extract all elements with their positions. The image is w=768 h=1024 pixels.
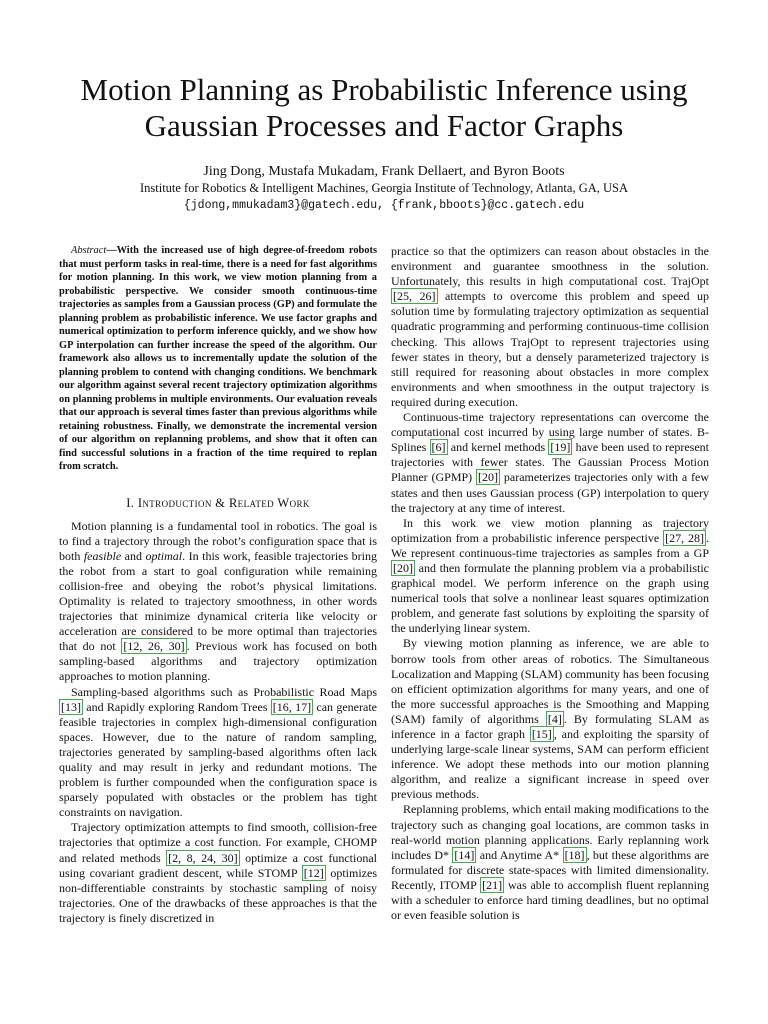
paragraph-text: and then formulate the planning problem via a probabilistic graphical model. We perform inference on the graph using numerical tools that solve a nonlinear least squares optimization problem, and generate fast solutions by exploiting the sparsity of the underlying linear system.	[391, 560, 709, 636]
paragraph	[391, 636, 709, 802]
paragraph-text: Continuous-time trajectory representations can overcome the computational cost incurred by using large number of states. B-Splines	[391, 410, 709, 455]
citation-link[interactable]: [4]	[547, 711, 562, 726]
citation-link[interactable]: [27, 28]	[665, 530, 704, 545]
paragraph-text: can generate feasible trajectories in complex high-dimensional configuration spaces. However, due to the nature of random sampling, trajectories generated by sampling-based algorithms often lack quality and may result in jerky and redundant motions. The problem is further compounded when the configuration space is sparsely populated with obstacles or the problem has tight constraints on navigation.	[59, 699, 377, 820]
paragraph-text: . By formulating SLAM as inference in a factor graph	[391, 711, 709, 741]
paragraph-text: have been used to represent trajectories with fewer states. The Gaussian Process Motion Planner (GPMP)	[391, 440, 710, 485]
paper-title	[40, 72, 728, 144]
affiliation: Institute for Robotics & Intelligent Machines, Georgia Institute of Technology, Atlanta, GA, USA	[139, 181, 629, 195]
paragraph	[391, 410, 709, 516]
citation-link[interactable]: [12]	[303, 865, 324, 880]
paragraph-text: By viewing motion planning as inference, we are able to borrow tools from other areas of robotics. The Simultaneous Localization and Mapping (SLAM) community has been focusing on efficient optimization algorithms for many years, and one of the more successful approaches is the Smoothing and Mapping (SAM) family of algorithms	[391, 636, 709, 726]
citation-link[interactable]: [18]	[564, 847, 585, 862]
paragraph	[391, 244, 709, 410]
email-addresses: {jdong,mmukadam3}@gatech.edu, {frank,bboots}@cc.gatech.edu	[183, 199, 585, 212]
abstract-text: —With the increased use of high degree-of-freedom robots that must perform tasks in real-time, there is a need for fast algorithms for motion planning. In this work, we view motion planning from a probabilistic perspective. We consider smooth continuous-time trajectories as samples from a Gaussian process (GP) and formulate the planning problem as probabilistic inference. We use factor graphs and numerical optimization to perform inference quickly, and we show how GP interpolation can further increase the speed of the algorithm. Our framework also allows us to incrementally update the solution of the planning problem to contend with changing conditions. We benchmark our algorithm against several recent trajectory optimization algorithms on planning problems in multiple environments. Our evaluation reveals that our approach is several times faster than previous algorithms while retaining robustness. Finally, we demonstrate the incremental version of our algorithm on replanning problems, and show that it often can find successful solutions in a fraction of the time required to replan from scratch.	[59, 245, 377, 472]
paragraph-text: parameterizes trajectories only with a few states and then uses Gaussian process (GP) interpolation to query the trajectory at any time of interest.	[391, 470, 709, 515]
citation-link[interactable]: [15]	[531, 727, 552, 741]
paragraph-text: , and exploiting the sparsity of underlying large-scale linear systems, SAM can perform efficient inference. We adopt these methods into our motion planning algorithm, and realize a significant increase in speed over previous methods.	[391, 727, 709, 802]
citation-link[interactable]: [13]	[61, 699, 81, 714]
paragraph	[59, 685, 377, 821]
citation-link[interactable]: [12, 26, 30]	[123, 639, 185, 654]
emphasis-text: feasible	[83, 548, 122, 563]
paragraph-text: , but these algorithms are formulated for discrete state-spaces with limited dimensionality. Recently, ITOMP	[391, 847, 710, 892]
paragraph-text: and Rapidly exploring Random Trees	[83, 699, 271, 714]
paragraph-text: Trajectory optimization attempts to find smooth, collision-free trajectories that optimize a cost function. For example, CHOMP and related methods	[59, 820, 377, 865]
abstract	[59, 244, 377, 474]
paragraph-text: . We represent continuous-time trajectories as samples from a GP	[391, 530, 709, 560]
citation-link[interactable]: [14]	[454, 847, 475, 862]
paragraph-text: Sampling-based algorithms such as Probabilistic Road Maps	[71, 684, 377, 699]
left-column	[59, 244, 377, 926]
paragraph	[391, 516, 709, 637]
author-list: Jing Dong, Mustafa Mukadam, Frank Dellaert, and Byron Boots	[203, 164, 565, 179]
paragraph-text: In this work we view motion planning as trajectory optimization from a probabilistic inference perspective	[391, 515, 709, 545]
citation-link[interactable]: [6]	[431, 440, 446, 455]
citation-link[interactable]: [20]	[393, 560, 413, 575]
paragraph	[391, 802, 709, 923]
citation-link[interactable]: [19]	[550, 440, 571, 455]
title-line-2: Gaussian Processes and Factor Graphs	[144, 108, 624, 143]
citation-link[interactable]: [25, 26]	[393, 289, 436, 304]
right-column	[391, 244, 709, 923]
paragraph-text: . Previous work has focused on both sampling-based algorithms and trajectory optimization approaches to motion planning.	[59, 639, 378, 684]
citation-link[interactable]: [2, 8, 24, 30]	[168, 850, 238, 865]
paragraph-text: and	[121, 548, 146, 563]
abstract-label: Abstract	[71, 245, 107, 256]
paragraph-text: optimize a cost functional using covariant gradient descent, while STOMP	[59, 850, 377, 880]
citation-link[interactable]: [21]	[482, 877, 503, 892]
paragraph-text: Replanning problems, which entail making modifications to the trajectory such as changing goal locations, are common tasks in real-world motion planning applications. Early replanning work includes D*	[391, 802, 709, 862]
emphasis-text: optimal	[145, 548, 183, 563]
paragraph-text: was able to accomplish fluent replanning with a scheduler to enforce hard timing deadlines, but no optimal or even feasible solution is	[391, 877, 709, 923]
paragraph	[59, 519, 377, 685]
citation-link[interactable]: [16, 17]	[272, 699, 312, 714]
paragraph-text: practice so that the optimizers can reason about obstacles in the environment and guarantee smoothness in the solution. Unfortunately, this results in high computational cost. TrajOpt	[391, 244, 709, 289]
paragraph	[59, 820, 377, 926]
citation-link[interactable]: [20]	[478, 470, 499, 485]
title-line-1: Motion Planning as Probabilistic Inference using	[80, 72, 688, 107]
paragraph-text: and Anytime A*	[476, 847, 563, 862]
section-heading: I. Introduction & Related Work	[126, 495, 310, 510]
paragraph-text: . In this work, feasible trajectories bring the robot from a start to goal configuration while remaining collision-free and obeying the robot’s physical limitations. Optimality is related to trajectory smoothness, in other words trajectories that minimize dynamical criteria like velocity or acceleration are considered to be more optimal than trajectories that do not	[59, 548, 377, 654]
paragraph-text: optimizes non-differentiable constraints by stochastic sampling of noisy trajectories. One of the drawbacks of these approaches is that the trajectory is finely discretized in	[59, 865, 377, 925]
paragraph-text: and kernel methods	[447, 440, 549, 455]
paragraph-text: Motion planning is a fundamental tool in robotics. The goal is to find a trajectory through the robot’s configuration space that is both	[59, 518, 377, 563]
paragraph-text: attempts to overcome this problem and speed up solution time by formulating trajectory optimization as sequential quadratic programming and performing continuous-time collision checking. This allows TrajOpt to represent trajectories using fewer states in theory, but a densely parameterized trajectory is still required for reasoning about obstacles in more complex environments and when smoothness in the output trajectory is required during execution.	[391, 289, 710, 409]
